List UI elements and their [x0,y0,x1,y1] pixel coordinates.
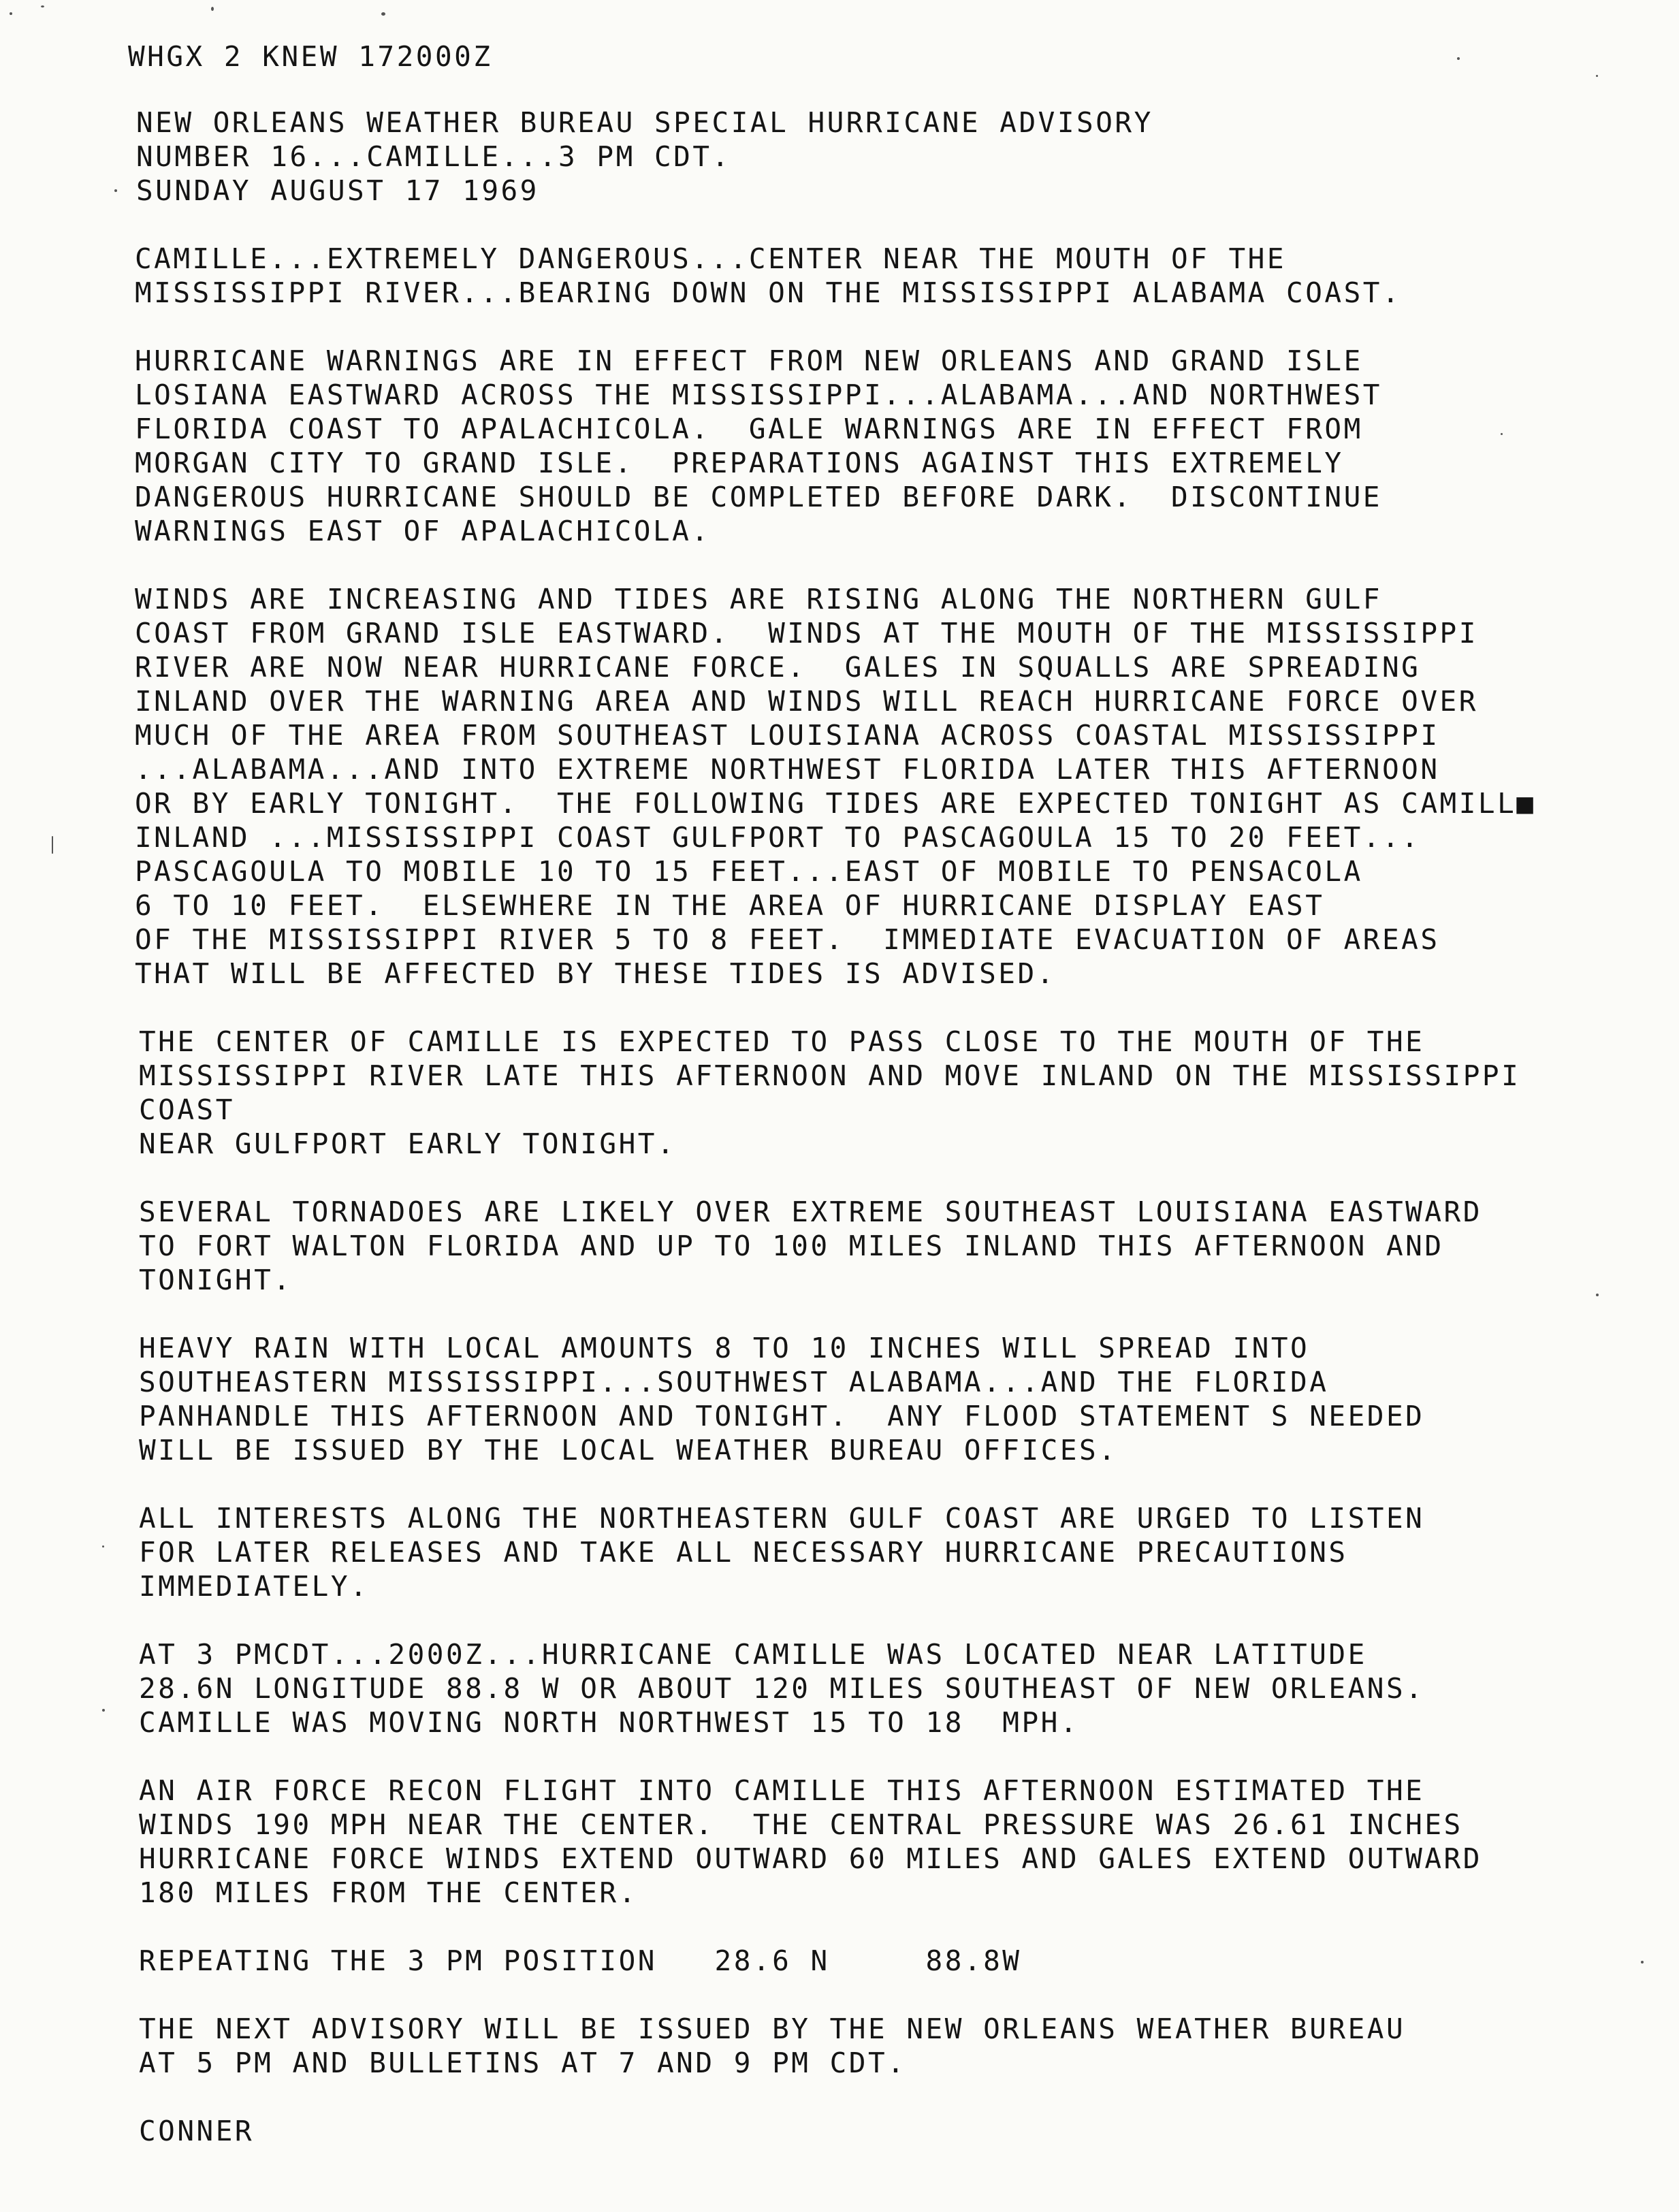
advisory-text-line: MISSISSIPPI RIVER...BEARING DOWN ON THE MISSISSIPPI ALABAMA COAST. [135,276,1402,309]
advisory-text-line: WINDS ARE INCREASING AND TIDES ARE RISING ALONG THE NORTHERN GULF [135,583,1382,615]
advisory-text-line: HURRICANE WARNINGS ARE IN EFFECT FROM NEW ORLEANS AND GRAND ISLE [135,344,1363,377]
advisory-text-line: LOSIANA EASTWARD ACROSS THE MISSISSIPPI...ALABAMA...AND NORTHWEST [135,379,1382,411]
advisory-text-line: WARNINGS EAST OF APALACHICOLA. [135,515,711,547]
advisory-text-line: THAT WILL BE AFFECTED BY THESE TIDES IS ADVISED. [135,957,1056,990]
scan-speck [381,12,385,16]
advisory-title-line-3: SUNDAY AUGUST 17 1969 [136,174,539,207]
advisory-text-line: ALL INTERESTS ALONG THE NORTHEASTERN GULF COAST ARE URGED TO LISTEN [139,1502,1425,1535]
advisory-text-line: THE CENTER OF CAMILLE IS EXPECTED TO PASS CLOSE TO THE MOUTH OF THE [139,1025,1425,1058]
advisory-text-line: MISSISSIPPI RIVER LATE THIS AFTERNOON AND MOVE INLAND ON THE MISSISSIPPI [139,1059,1521,1092]
scan-speck [1641,1961,1644,1963]
advisory-text-line: RIVER ARE NOW NEAR HURRICANE FORCE. GALES IN SQUALLS ARE SPREADING [135,651,1421,684]
advisory-text-line: SEVERAL TORNADOES ARE LIKELY OVER EXTREME SOUTHEAST LOUISIANA EASTWARD [139,1196,1482,1228]
scan-speck [211,7,214,11]
scan-speck [102,1545,104,1548]
scan-speck [1596,1294,1599,1296]
advisory-text-line: HEAVY RAIN WITH LOCAL AMOUNTS 8 TO 10 INCHES WILL SPREAD INTO [139,1332,1310,1364]
advisory-text-line: PASCAGOULA TO MOBILE 10 TO 15 FEET...EAST OF MOBILE TO PENSACOLA [135,855,1363,888]
advisory-text-line: AN AIR FORCE RECON FLIGHT INTO CAMILLE THIS AFTERNOON ESTIMATED THE [139,1774,1425,1807]
advisory-title-line-2: NUMBER 16...CAMILLE...3 PM CDT. [136,140,731,173]
advisory-text-line: SOUTHEASTERN MISSISSIPPI...SOUTHWEST ALABAMA...AND THE FLORIDA [139,1366,1329,1398]
advisory-text-line: AT 3 PMCDT...2000Z...HURRICANE CAMILLE WAS LOCATED NEAR LATITUDE [139,1638,1367,1671]
advisory-title-line-1: NEW ORLEANS WEATHER BUREAU SPECIAL HURRICANE ADVISORY [136,106,1153,139]
forecaster-signature: CONNER [139,2115,255,2147]
advisory-text-line: 28.6N LONGITUDE 88.8 W OR ABOUT 120 MILES SOUTHEAST OF NEW ORLEANS. [139,1672,1425,1705]
advisory-text-line: INLAND ...MISSISSIPPI COAST GULFPORT TO PASCAGOULA 15 TO 20 FEET... [135,821,1421,854]
scan-speck [102,1709,105,1712]
scan-speck [1501,433,1503,435]
scan-speck [1457,57,1460,60]
advisory-text-line: OF THE MISSISSIPPI RIVER 5 TO 8 FEET. IMMEDIATE EVACUATION OF AREAS [135,923,1440,956]
scan-speck [114,189,117,192]
advisory-text-line: MUCH OF THE AREA FROM SOUTHEAST LOUISIANA ACROSS COASTAL MISSISSIPPI [135,719,1440,752]
advisory-text-line: HURRICANE FORCE WINDS EXTEND OUTWARD 60 MILES AND GALES EXTEND OUTWARD [139,1842,1482,1875]
advisory-text-line: FOR LATER RELEASES AND TAKE ALL NECESSARY HURRICANE PRECAUTIONS [139,1536,1348,1569]
scan-speck [41,5,44,7]
advisory-text-line: TONIGHT. [139,1264,293,1296]
advisory-text-line: 6 TO 10 FEET. ELSEWHERE IN THE AREA OF HURRICANE DISPLAY EAST [135,889,1325,922]
advisory-text-line: MORGAN CITY TO GRAND ISLE. PREPARATIONS AGAINST THIS EXTREMELY [135,447,1344,479]
advisory-text-line: IMMEDIATELY. [139,1570,370,1603]
advisory-text-line: COAST FROM GRAND ISLE EASTWARD. WINDS AT THE MOUTH OF THE MISSISSIPPI [135,617,1478,650]
advisory-text-line: DANGEROUS HURRICANE SHOULD BE COMPLETED BEFORE DARK. DISCONTINUE [135,481,1382,513]
advisory-text-line: COAST [139,1093,235,1126]
advisory-text-line: OR BY EARLY TONIGHT. THE FOLLOWING TIDES ARE EXPECTED TONIGHT AS CAMILL■ [135,787,1536,820]
advisory-text-line: WINDS 190 MPH NEAR THE CENTER. THE CENTRAL PRESSURE WAS 26.61 INCHES [139,1808,1463,1841]
advisory-text-line: WILL BE ISSUED BY THE LOCAL WEATHER BUREAU OFFICES. [139,1434,1118,1466]
advisory-text-line: CAMILLE...EXTREMELY DANGEROUS...CENTER NEAR THE MOUTH OF THE [135,242,1287,275]
advisory-text-line: CAMILLE WAS MOVING NORTH NORTHWEST 15 TO 18 MPH. [139,1706,1080,1739]
advisory-text-line: THE NEXT ADVISORY WILL BE ISSUED BY THE NEW ORLEANS WEATHER BUREAU [139,2013,1406,2045]
advisory-text-line: PANHANDLE THIS AFTERNOON AND TONIGHT. ANY FLOOD STATEMENT S NEEDED [139,1400,1425,1432]
position-summary-line: REPEATING THE 3 PM POSITION 28.6 N 88.8W [139,1944,1022,1977]
scan-speck [1596,75,1598,77]
advisory-text-line: ...ALABAMA...AND INTO EXTREME NORTHWEST FLORIDA LATER THIS AFTERNOON [135,753,1440,786]
transmission-header: WHGX 2 KNEW 172000Z [128,40,493,73]
advisory-text-line: FLORIDA COAST TO APALACHICOLA. GALE WARNINGS ARE IN EFFECT FROM [135,413,1363,445]
advisory-text-line: 180 MILES FROM THE CENTER. [139,1876,638,1909]
advisory-text-line: INLAND OVER THE WARNING AREA AND WINDS WILL REACH HURRICANE FORCE OVER [135,685,1478,718]
scan-speck [52,836,53,854]
advisory-text-line: AT 5 PM AND BULLETINS AT 7 AND 9 PM CDT. [139,2047,907,2079]
advisory-text-line: TO FORT WALTON FLORIDA AND UP TO 100 MILES INLAND THIS AFTERNOON AND [139,1230,1444,1262]
advisory-text-line: NEAR GULFPORT EARLY TONIGHT. [139,1127,677,1160]
scan-speck [10,12,12,15]
